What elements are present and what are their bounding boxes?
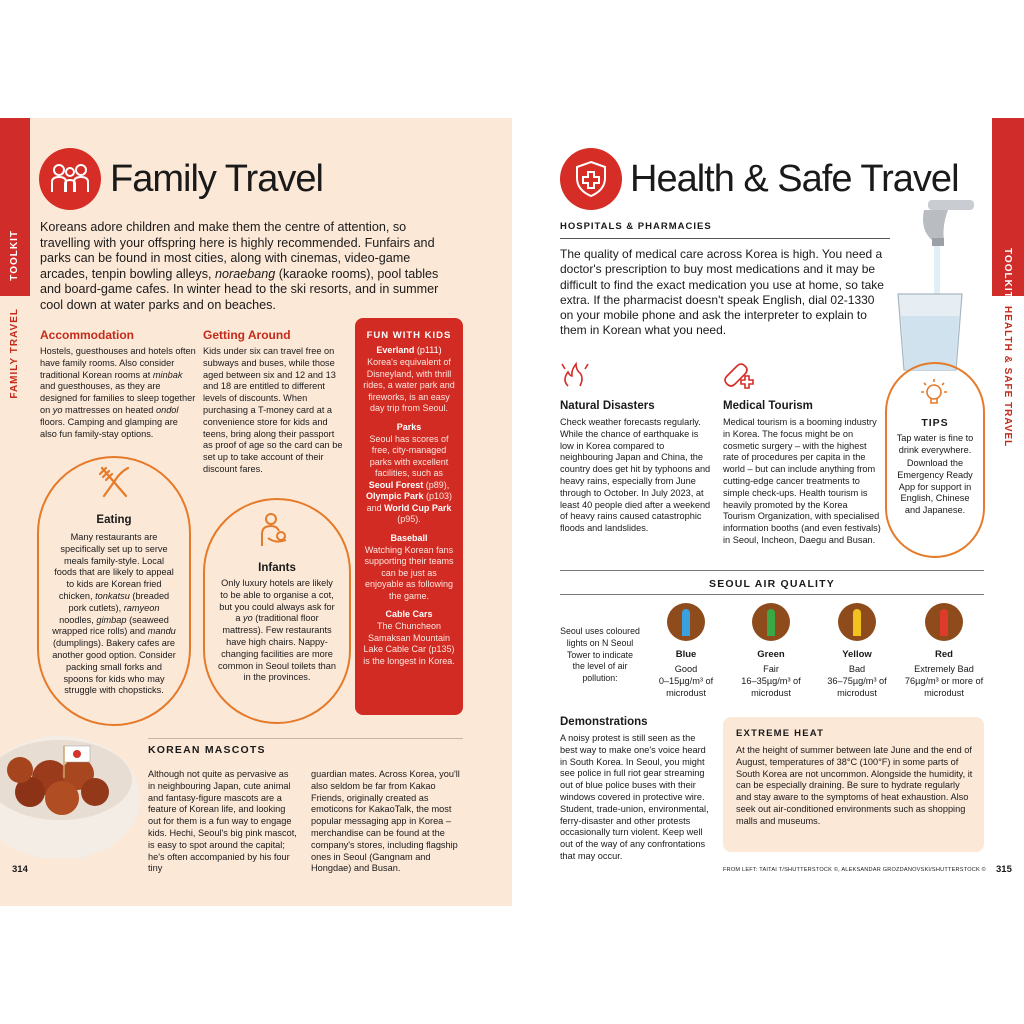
infants-heading: Infants	[258, 562, 296, 574]
fork-knife-icon	[98, 464, 132, 505]
fun-with-kids-box	[355, 318, 463, 715]
photo-credit: FROM LEFT: TAITAI T/SHUTTERSTOCK ©, ALEKSANDAR GROZDANOVSKI/SHUTTERSTOCK ©	[723, 867, 986, 873]
mascots-col2: guardian mates. Across Korea, you'll also seldom be far from Kakao Friends, originally created as emoticons for KakaoTalk, the most popular messaging app in Korea – merchandise can be found at the company's stores, including flagship ones in Seoul (Gangnam and Hongdae) and Busan.	[311, 769, 460, 874]
fried-chicken-photo	[0, 718, 140, 858]
accommodation-heading: Accommodation	[40, 328, 135, 342]
getting-around-text: Kids under six can travel free on subways and buses, while those aged between six and 12 and 13 and 18 are entitled to different levels of discounts. When purchasing a T-money card at a convenience store for kids and teens, bring along their passport as proof of age so the card can be set up to take account of their discount fares.	[203, 346, 343, 474]
tap-water-photo	[888, 196, 992, 380]
fun-with-kids-heading: FUN WITH KIDS	[366, 330, 452, 341]
medical-tourism-heading: Medical Tourism	[723, 400, 813, 412]
everland-heading: Everland (p111)	[376, 345, 442, 355]
hospitals-text: The quality of medical care across Korea is high. You need a doctor's prescription to buy most medications and it may be difficult to find the exact medication you use at home, so take extra. If the pharmacist doesn't speak English, dial 02-1330 on your mobile phone and ask the interpreter to explain to them in Korean what you need.	[560, 247, 884, 338]
cable-cars-text: The Chuncheon Samaksan Mountain Lake Cable Car (p135) is the longest in Korea.	[363, 621, 455, 666]
natural-disasters-heading: Natural Disasters	[560, 400, 655, 412]
extreme-heat-text: At the height of summer between late June and the end of August, temperatures of 38°C (100°F) in some parts of South Korea are not uncommon. Alongside the humidity, it can be especially draining. Be sure to hydrate regularly and stay aware to the symptoms of heat exhaustion. Also seek out air-conditioned environments such as shopping malls and museums.	[736, 745, 973, 826]
natural-disasters-text: Check weather forecasts regularly. While the chance of earthquake is low in Korea compared to neighbouring Japan and China, the country does get hit by typhoons and heavy rains, especially from June through to October. In July 2023, at least 40 people died after a weekend of heavy rains caused catastrophic floods and landslides.	[560, 417, 711, 534]
air-green-name: Green	[757, 649, 785, 660]
mascots-rule	[148, 738, 463, 739]
family-icon	[39, 148, 101, 210]
air-blue-label: Good	[674, 664, 698, 674]
air-yellow-detail: 36–75µg/m³ of microdust	[827, 676, 887, 698]
air-red-label: Extremely Bad	[914, 664, 974, 674]
air-yellow-name: Yellow	[842, 649, 872, 660]
baseball-heading: Baseball	[390, 532, 428, 543]
parent-baby-icon	[256, 512, 290, 553]
family-intro: Koreans adore children and make them the centre of attention, so travelling with your offspring here is highly recommended. Funfairs and parks can be found in most cities, along with cinemas, video-game arcades, tenpin bowling alleys, noraebang (karaoke rooms), pool tables and board-game cafes. In winter head to the ski resorts, and in summer cool down at water parks and on beaches.	[40, 220, 439, 312]
left-tab-section: FAMILY TRAVEL	[9, 308, 20, 399]
page-title-health: Health & Safe Travel	[630, 158, 959, 200]
tower-yellow-icon	[838, 603, 876, 641]
right-tab-section: HEALTH & SAFE TRAVEL	[1002, 306, 1013, 448]
extreme-heat-heading: EXTREME HEAT	[736, 728, 825, 739]
getting-around-heading: Getting Around	[203, 328, 291, 342]
tower-blue-icon	[667, 603, 705, 641]
tips-line2: Download the Emergency Ready App for support in English, Chinese and Japanese.	[897, 458, 973, 516]
air-blue-name: Blue	[675, 649, 697, 660]
everland-text: Korea's equivalent of Disneyland, with thrill rides, a water park and fireworks, is an easy day trip from Seoul.	[363, 357, 455, 413]
demonstrations-text: A noisy protest is still seen as the best way to make one's voice heard in South Korea. In Seoul, you might see police in full riot gear streaming out of blue police buses with their windows covered in protective wire. Student, trade-union, environmental, ferry-disaster and other protests occasionally turn violent. Keep well out of the way of any confrontations that may occur.	[560, 733, 709, 861]
lightbulb-icon	[921, 378, 947, 413]
fire-icon	[560, 360, 590, 393]
air-green-label: Fair	[763, 664, 779, 674]
right-tab-toolkit: TOOLKIT	[1002, 248, 1013, 299]
page-title-family: Family Travel	[110, 158, 323, 200]
hospitals-rule	[560, 238, 890, 239]
air-yellow-label: Bad	[848, 664, 866, 674]
eating-text: Many restaurants are specifically set up to serve meals family-style. Local foods that are likely to appeal to kids are Korean fried chicken, tonkatsu (breaded pork cutlets), ramyeon noodles, gimbap (seaweed wrapped rice rolls) and mandu (dumplings). Bakery cafes are another good option. Consider packing small forks and spoons for kids who may struggle with chopsticks.	[52, 532, 176, 696]
air-rule-top	[560, 570, 984, 571]
parks-text: Seoul has scores of free, city-managed parks with excellent facilities, such as Seoul Forest (p89), Olympic Park (p103) and World Cup Park (p95).	[365, 433, 453, 524]
medical-tourism-text: Medical tourism is a booming industry in Korea. The focus might be on cosmetic surgery – with the highest rate of procedures per capita in the world – but can include anything from cutting-edge cancer treatments to simple check-ups. Health tourism is heavily promoted by the Korea Tourism Organization, with specialised information booths (and even festivals) in Seoul, Incheon, Daegu and Busan.	[723, 417, 881, 545]
demonstrations-heading: Demonstrations	[560, 716, 648, 728]
tower-green-icon	[752, 603, 790, 641]
air-red-detail: 76µg/m³ or more of microdust	[904, 676, 984, 698]
page-number-right: 315	[996, 864, 1012, 875]
infants-text: Only luxury hotels are likely to be able to organise a cot, but you could always ask for a yo (traditional floor mattress). Few restaurants have high chairs. Nappy-changing facilities are more common in Seoul toilets than in the provinces.	[218, 578, 336, 683]
eating-heading: Eating	[96, 514, 132, 526]
air-red-name: Red	[935, 649, 953, 660]
mascots-heading: KOREAN MASCOTS	[148, 744, 266, 756]
accommodation-text: Hostels, guesthouses and hotels often have family rooms. Also consider traditional Korean rooms at minbak and guesthouses, as they are designed for families to sleep together on yo mattresses on heated ondol floors. Camping and glamping are also fun family-stay options.	[40, 346, 196, 439]
pill-cross-icon	[723, 360, 755, 395]
air-rule-bottom	[560, 594, 984, 595]
tips-heading: TIPS	[921, 417, 949, 429]
air-green-detail: 16–35µg/m³ of microdust	[741, 676, 801, 698]
air-blue-detail: 0–15µg/m³ of microdust	[658, 676, 714, 698]
baseball-text: Watching Korean fans supporting their teams can be just as enjoyable as following the game.	[364, 544, 454, 601]
tower-red-icon	[925, 603, 963, 641]
mascots-col1: Although not quite as pervasive as in neighbouring Japan, cute animal and fantasy-figure mascots are a feature of Korean life, and looking out for them is a fun way to engage kids. Hechi, Seoul's big pink mascot, is easy to spot around the capital; he's often accompanied by his four tiny	[148, 769, 297, 874]
shield-cross-icon	[560, 148, 622, 210]
air-quality-heading: SEOUL AIR QUALITY	[709, 578, 835, 590]
page-number-left: 314	[12, 864, 28, 875]
hospitals-heading: HOSPITALS & PHARMACIES	[560, 221, 712, 232]
parks-heading: Parks	[396, 421, 422, 432]
left-tab-toolkit: TOOLKIT	[9, 230, 20, 281]
tips-line1: Tap water is fine to drink everywhere.	[896, 433, 974, 455]
cable-cars-heading: Cable Cars	[385, 609, 433, 619]
air-quality-intro: Seoul uses coloured lights on N Seoul Tower to indicate the level of air pollution:	[560, 626, 640, 684]
